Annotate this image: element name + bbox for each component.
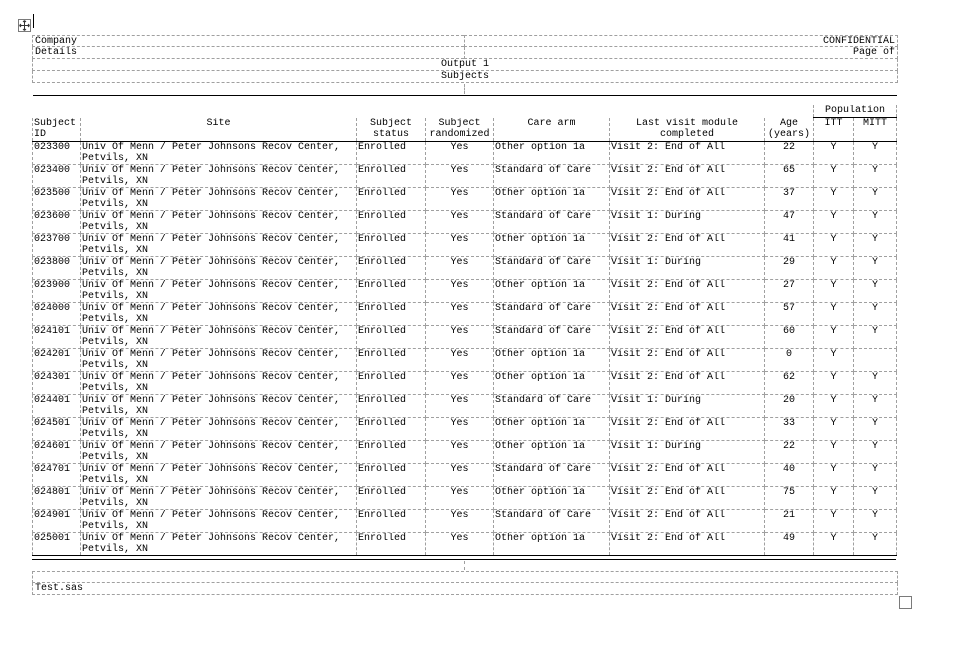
cell-status[interactable]: Enrolled xyxy=(357,188,426,211)
cell-age[interactable]: 21 xyxy=(765,510,814,533)
cell-site[interactable]: Univ Of Menn / Peter Johnsons Recov Center, Petvils, XN xyxy=(81,257,357,280)
cell-randomized[interactable]: Yes xyxy=(426,188,494,211)
cell-randomized[interactable]: Yes xyxy=(426,464,494,487)
cell-last-visit[interactable]: Visit 1: During xyxy=(610,441,765,464)
company-label[interactable]: Company xyxy=(32,35,464,47)
cell-mitt[interactable]: Y xyxy=(854,326,897,349)
cell-age[interactable]: 60 xyxy=(765,326,814,349)
cell-subject-id[interactable]: 023500 xyxy=(33,188,81,211)
cell-status[interactable]: Enrolled xyxy=(357,349,426,372)
cell-last-visit[interactable]: Visit 2: End of All xyxy=(610,188,765,211)
cell-itt[interactable]: Y xyxy=(814,165,854,188)
cell-subject-id[interactable]: 023600 xyxy=(33,211,81,234)
cell-mitt[interactable]: Y xyxy=(854,188,897,211)
details-label[interactable]: Details xyxy=(32,47,464,59)
cell-last-visit[interactable]: Visit 2: End of All xyxy=(610,326,765,349)
cell-mitt[interactable]: Y xyxy=(854,510,897,533)
cell-last-visit[interactable]: Visit 2: End of All xyxy=(610,234,765,257)
cell-status[interactable]: Enrolled xyxy=(357,211,426,234)
column-divider xyxy=(464,84,465,94)
population-group-header[interactable]: Population xyxy=(814,105,897,118)
cell-last-visit[interactable]: Visit 1: During xyxy=(610,211,765,234)
cell-site[interactable]: Univ Of Menn / Peter Johnsons Recov Center, Petvils, XN xyxy=(81,487,357,510)
table-bottom-rule xyxy=(32,559,896,560)
header-mitt[interactable] xyxy=(854,118,897,142)
cell-itt[interactable]: Y xyxy=(814,441,854,464)
cell-site[interactable]: Univ Of Menn / Peter Johnsons Recov Center, Petvils, XN xyxy=(81,441,357,464)
cell-age[interactable]: 75 xyxy=(765,487,814,510)
cell-last-visit[interactable]: Visit 2: End of All xyxy=(610,372,765,395)
header-mitt-text: MITT xyxy=(863,118,888,129)
cell-age[interactable]: 49 xyxy=(765,533,814,556)
output-title[interactable]: Output 1 xyxy=(32,59,898,71)
header-care-arm[interactable] xyxy=(494,118,610,142)
cell-care-arm[interactable]: Standard of Care xyxy=(494,510,610,533)
cell-subject-id[interactable]: 024201 xyxy=(33,349,81,372)
table-row xyxy=(33,188,897,211)
table-row xyxy=(33,303,897,326)
cell-randomized[interactable]: Yes xyxy=(426,165,494,188)
table-row xyxy=(33,165,897,188)
cell-care-arm[interactable]: Standard of Care xyxy=(494,211,610,234)
table-move-handle-icon[interactable] xyxy=(18,19,31,32)
cell-randomized[interactable]: Yes xyxy=(426,303,494,326)
cell-itt[interactable]: Y xyxy=(814,188,854,211)
cell-site[interactable]: Univ Of Menn / Peter Johnsons Recov Center, Petvils, XN xyxy=(81,188,357,211)
program-name[interactable]: Test.sas xyxy=(32,583,898,595)
cell-itt[interactable]: Y xyxy=(814,487,854,510)
cell-age[interactable]: 47 xyxy=(765,211,814,234)
cell-itt[interactable]: Y xyxy=(814,533,854,556)
cell-age[interactable]: 27 xyxy=(765,280,814,303)
cell-age[interactable]: 62 xyxy=(765,372,814,395)
cell-mitt[interactable]: Y xyxy=(854,487,897,510)
cell-status[interactable]: Enrolled xyxy=(357,395,426,418)
cell-subject-id[interactable]: 024000 xyxy=(33,303,81,326)
table-row xyxy=(33,280,897,303)
cell-subject-id[interactable]: 023700 xyxy=(33,234,81,257)
cell-last-visit[interactable]: Visit 2: End of All xyxy=(610,510,765,533)
cell-site[interactable]: Univ Of Menn / Peter Johnsons Recov Center, Petvils, XN xyxy=(81,395,357,418)
cell-care-arm[interactable]: Other option 1a xyxy=(494,142,610,165)
cell-last-visit[interactable]: Visit 2: End of All xyxy=(610,533,765,556)
cell-itt[interactable]: Y xyxy=(814,395,854,418)
cell-mitt[interactable] xyxy=(854,349,897,372)
cell-itt[interactable]: Y xyxy=(814,142,854,165)
cell-status[interactable]: Enrolled xyxy=(357,234,426,257)
header-care-arm-text: Care arm xyxy=(527,117,576,129)
cell-itt[interactable]: Y xyxy=(814,372,854,395)
cell-site[interactable]: Univ Of Menn / Peter Johnsons Recov Center, Petvils, XN xyxy=(81,165,357,188)
cell-care-arm[interactable]: Standard of Care xyxy=(494,257,610,280)
cell-subject-id[interactable]: 024401 xyxy=(33,395,81,418)
text-cursor xyxy=(33,14,34,28)
cell-last-visit[interactable]: Visit 2: End of All xyxy=(610,280,765,303)
cell-last-visit[interactable]: Visit 1: During xyxy=(610,257,765,280)
header-site-text: Site xyxy=(206,117,231,129)
cell-subject-id[interactable]: 024301 xyxy=(33,372,81,395)
cell-randomized[interactable]: Yes xyxy=(426,211,494,234)
table-row xyxy=(33,142,897,165)
cell-randomized[interactable]: Yes xyxy=(426,326,494,349)
cell-age[interactable]: 37 xyxy=(765,188,814,211)
table-row xyxy=(33,533,897,556)
header-age-text: Age (years) xyxy=(767,117,810,140)
cell-randomized[interactable]: Yes xyxy=(426,533,494,556)
cell-randomized[interactable]: Yes xyxy=(426,234,494,257)
cell-care-arm[interactable]: Other option 1a xyxy=(494,188,610,211)
cell-subject-id[interactable]: 024901 xyxy=(33,510,81,533)
cell-status[interactable]: Enrolled xyxy=(357,142,426,165)
cell-last-visit[interactable]: Visit 2: End of All xyxy=(610,349,765,372)
cell-site[interactable]: Univ Of Menn / Peter Johnsons Recov Center, Petvils, XN xyxy=(81,326,357,349)
header-subject-status[interactable] xyxy=(357,118,426,142)
cell-randomized[interactable]: Yes xyxy=(426,372,494,395)
cell-itt[interactable]: Y xyxy=(814,211,854,234)
header-subject-id[interactable] xyxy=(33,118,81,142)
cell-mitt[interactable]: Y xyxy=(854,441,897,464)
cell-subject-id[interactable]: 023400 xyxy=(33,165,81,188)
cell-care-arm[interactable]: Standard of Care xyxy=(494,303,610,326)
column-header-row xyxy=(33,118,897,142)
cell-age[interactable]: 57 xyxy=(765,303,814,326)
cell-mitt[interactable]: Y xyxy=(854,142,897,165)
cell-itt[interactable]: Y xyxy=(814,349,854,372)
cell-mitt[interactable]: Y xyxy=(854,211,897,234)
cell-mitt[interactable]: Y xyxy=(854,280,897,303)
cell-care-arm[interactable]: Other option 1a xyxy=(494,280,610,303)
header-age[interactable] xyxy=(765,118,814,142)
cell-subject-id[interactable]: 024101 xyxy=(33,326,81,349)
table-row xyxy=(33,510,897,533)
subjects-table-container xyxy=(32,95,896,556)
cell-itt[interactable]: Y xyxy=(814,464,854,487)
cell-randomized[interactable]: Yes xyxy=(426,142,494,165)
cell-itt[interactable]: Y xyxy=(814,257,854,280)
cell-age[interactable]: 22 xyxy=(765,142,814,165)
cell-care-arm[interactable]: Other option 1a xyxy=(494,372,610,395)
output-subtitle[interactable]: Subjects xyxy=(32,71,898,83)
report-footer xyxy=(32,571,898,595)
cell-care-arm[interactable]: Other option 1a xyxy=(494,349,610,372)
cell-last-visit[interactable]: Visit 2: End of All xyxy=(610,464,765,487)
cell-care-arm[interactable]: Other option 1a xyxy=(494,418,610,441)
footer-blank-row[interactable] xyxy=(32,571,898,583)
table-row xyxy=(33,234,897,257)
population-header-row xyxy=(33,105,897,118)
cell-randomized[interactable]: Yes xyxy=(426,349,494,372)
cell-care-arm[interactable]: Standard of Care xyxy=(494,464,610,487)
column-divider xyxy=(464,561,465,570)
cell-last-visit[interactable]: Visit 2: End of All xyxy=(610,418,765,441)
header-last-visit[interactable] xyxy=(610,118,765,142)
cell-randomized[interactable]: Yes xyxy=(426,487,494,510)
table-row xyxy=(33,349,897,372)
table-resize-handle-icon[interactable] xyxy=(899,596,912,609)
cell-last-visit[interactable]: Visit 2: End of All xyxy=(610,303,765,326)
table-top-rule xyxy=(33,96,897,106)
cell-last-visit[interactable]: Visit 1: During xyxy=(610,395,765,418)
cell-site[interactable]: Univ Of Menn / Peter Johnsons Recov Center, Petvils, XN xyxy=(81,349,357,372)
cell-mitt[interactable]: Y xyxy=(854,234,897,257)
cell-randomized[interactable]: Yes xyxy=(426,257,494,280)
cell-status[interactable]: Enrolled xyxy=(357,464,426,487)
cell-randomized[interactable]: Yes xyxy=(426,395,494,418)
cell-randomized[interactable]: Yes xyxy=(426,441,494,464)
subjects-table xyxy=(32,95,897,556)
header-subject-id-text: Subject ID xyxy=(34,117,77,140)
cell-care-arm[interactable]: Other option 1a xyxy=(494,533,610,556)
cell-subject-id[interactable]: 024801 xyxy=(33,487,81,510)
cell-care-arm[interactable]: Standard of Care xyxy=(494,395,610,418)
cell-care-arm[interactable]: Other option 1a xyxy=(494,441,610,464)
cell-status[interactable]: Enrolled xyxy=(357,441,426,464)
table-row xyxy=(33,487,897,510)
cell-status[interactable]: Enrolled xyxy=(357,280,426,303)
header-last-visit-text: Last visit module completed xyxy=(635,117,739,140)
cell-mitt[interactable]: Y xyxy=(854,165,897,188)
cell-randomized[interactable]: Yes xyxy=(426,280,494,303)
cell-mitt[interactable]: Y xyxy=(854,464,897,487)
cell-randomized[interactable]: Yes xyxy=(426,418,494,441)
cell-mitt[interactable]: Y xyxy=(854,395,897,418)
table-row xyxy=(33,211,897,234)
cell-itt[interactable]: Y xyxy=(814,418,854,441)
cell-site[interactable]: Univ Of Menn / Peter Johnsons Recov Center, Petvils, XN xyxy=(81,211,357,234)
cell-subject-id[interactable]: 025001 xyxy=(33,533,81,556)
cell-age[interactable]: 33 xyxy=(765,418,814,441)
cell-site[interactable]: Univ Of Menn / Peter Johnsons Recov Center, Petvils, XN xyxy=(81,372,357,395)
cell-status[interactable]: Enrolled xyxy=(357,533,426,556)
cell-status[interactable]: Enrolled xyxy=(357,303,426,326)
table-row xyxy=(33,326,897,349)
cell-site[interactable]: Univ Of Menn / Peter Johnsons Recov Center, Petvils, XN xyxy=(81,280,357,303)
cell-status[interactable]: Enrolled xyxy=(357,165,426,188)
confidential-label[interactable]: CONFIDENTIAL xyxy=(464,35,898,47)
cell-site[interactable]: Univ Of Menn / Peter Johnsons Recov Center, Petvils, XN xyxy=(81,464,357,487)
cell-mitt[interactable]: Y xyxy=(854,303,897,326)
cell-care-arm[interactable]: Other option 1a xyxy=(494,487,610,510)
cell-age[interactable]: 40 xyxy=(765,464,814,487)
header-subject-status-text: Subject status xyxy=(369,117,412,140)
table-row xyxy=(33,441,897,464)
cell-age[interactable]: 0 xyxy=(765,349,814,372)
cell-itt[interactable]: Y xyxy=(814,280,854,303)
table-row xyxy=(33,395,897,418)
cell-randomized[interactable]: Yes xyxy=(426,510,494,533)
cell-mitt[interactable]: Y xyxy=(854,533,897,556)
cell-mitt[interactable]: Y xyxy=(854,372,897,395)
cell-status[interactable]: Enrolled xyxy=(357,510,426,533)
cell-care-arm[interactable]: Standard of Care xyxy=(494,326,610,349)
cell-mitt[interactable]: Y xyxy=(854,257,897,280)
cell-site[interactable]: Univ Of Menn / Peter Johnsons Recov Center, Petvils, XN xyxy=(81,533,357,556)
cell-status[interactable]: Enrolled xyxy=(357,257,426,280)
cell-status[interactable]: Enrolled xyxy=(357,372,426,395)
cell-status[interactable]: Enrolled xyxy=(357,326,426,349)
cell-itt[interactable]: Y xyxy=(814,234,854,257)
cell-site[interactable]: Univ Of Menn / Peter Johnsons Recov Center, Petvils, XN xyxy=(81,510,357,533)
cell-site[interactable]: Univ Of Menn / Peter Johnsons Recov Center, Petvils, XN xyxy=(81,303,357,326)
cell-age[interactable]: 22 xyxy=(765,441,814,464)
cell-site[interactable]: Univ Of Menn / Peter Johnsons Recov Center, Petvils, XN xyxy=(81,418,357,441)
table-row xyxy=(33,372,897,395)
cell-site[interactable]: Univ Of Menn / Peter Johnsons Recov Center, Petvils, XN xyxy=(81,234,357,257)
cell-age[interactable]: 20 xyxy=(765,395,814,418)
cell-subject-id[interactable]: 023300 xyxy=(33,142,81,165)
cell-status[interactable]: Enrolled xyxy=(357,418,426,441)
header-itt[interactable] xyxy=(814,118,854,142)
cell-itt[interactable]: Y xyxy=(814,326,854,349)
cell-last-visit[interactable]: Visit 2: End of All xyxy=(610,487,765,510)
cell-itt[interactable]: Y xyxy=(814,303,854,326)
cell-last-visit[interactable]: Visit 2: End of All xyxy=(610,142,765,165)
cell-status[interactable]: Enrolled xyxy=(357,487,426,510)
table-row xyxy=(33,418,897,441)
cell-age[interactable]: 41 xyxy=(765,234,814,257)
cell-subject-id[interactable]: 023800 xyxy=(33,257,81,280)
header-subject-randomized[interactable] xyxy=(426,118,494,142)
cell-care-arm[interactable]: Other option 1a xyxy=(494,234,610,257)
cell-site[interactable]: Univ Of Menn / Peter Johnsons Recov Center, Petvils, XN xyxy=(81,142,357,165)
table-row xyxy=(33,257,897,280)
cell-age[interactable]: 65 xyxy=(765,165,814,188)
table-row xyxy=(33,464,897,487)
header-itt-text: ITT xyxy=(824,118,843,129)
cell-care-arm[interactable]: Standard of Care xyxy=(494,165,610,188)
cell-subject-id[interactable]: 024701 xyxy=(33,464,81,487)
report-header xyxy=(32,35,898,83)
subjects-table-body xyxy=(33,142,897,556)
header-subject-randomized-text: Subject randomized xyxy=(429,117,490,140)
cell-subject-id[interactable]: 024501 xyxy=(33,418,81,441)
cell-subject-id[interactable]: 024601 xyxy=(33,441,81,464)
cell-age[interactable]: 29 xyxy=(765,257,814,280)
header-site[interactable] xyxy=(81,118,357,142)
cell-subject-id[interactable]: 023900 xyxy=(33,280,81,303)
cell-last-visit[interactable]: Visit 2: End of All xyxy=(610,165,765,188)
page-number-label[interactable]: Page of xyxy=(464,47,898,59)
cell-itt[interactable]: Y xyxy=(814,510,854,533)
cell-mitt[interactable]: Y xyxy=(854,418,897,441)
